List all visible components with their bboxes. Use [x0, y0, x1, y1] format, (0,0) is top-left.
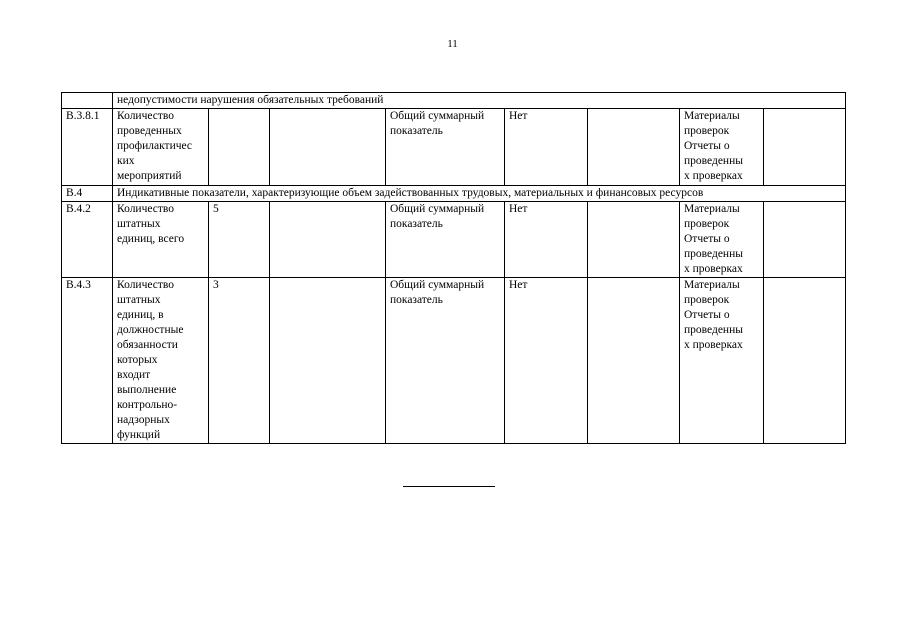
- indicator-source: Материалы проверок Отчеты о проведенны х проверках: [680, 278, 764, 444]
- empty-cell: [764, 109, 846, 186]
- table-row: [62, 278, 846, 444]
- footnote-divider: [403, 486, 495, 487]
- section-code: В.4: [62, 186, 113, 202]
- row-code: В.4.3: [62, 278, 113, 444]
- indicator-source: Материалы проверок Отчеты о проведенны х проверках: [680, 202, 764, 278]
- section-title: Индикативные показатели, характеризующие объем задействованных трудовых, материальных и финансовых ресурсов: [113, 186, 846, 202]
- table-row: [62, 109, 846, 186]
- continuation-text: недопустимости нарушения обязательных требований: [113, 93, 846, 109]
- table-row: [62, 202, 846, 278]
- indicator-value: [209, 109, 270, 186]
- indicator-value: 3: [209, 278, 270, 444]
- indicator-type: Общий суммарный показатель: [386, 109, 505, 186]
- indicator-source: Материалы проверок Отчеты о проведенны х проверках: [680, 109, 764, 186]
- row-code: [62, 93, 113, 109]
- empty-cell: [764, 278, 846, 444]
- empty-cell: [588, 278, 680, 444]
- indicator-type: Общий суммарный показатель: [386, 202, 505, 278]
- indicator-name: Количество проведенных профилактичес ких мероприятий: [113, 109, 209, 186]
- empty-cell: [588, 202, 680, 278]
- empty-cell: [270, 109, 386, 186]
- indicators-table: [61, 92, 846, 444]
- empty-cell: [270, 278, 386, 444]
- section-row: [62, 186, 846, 202]
- indicator-flag: Нет: [505, 109, 588, 186]
- indicator-value: 5: [209, 202, 270, 278]
- indicator-flag: Нет: [505, 278, 588, 444]
- empty-cell: [764, 202, 846, 278]
- empty-cell: [270, 202, 386, 278]
- table-row: [62, 93, 846, 109]
- page-number: 11: [447, 38, 458, 50]
- row-code: В.4.2: [62, 202, 113, 278]
- indicator-name: Количество штатных единиц, всего: [113, 202, 209, 278]
- row-code: В.3.8.1: [62, 109, 113, 186]
- indicator-type: Общий суммарный показатель: [386, 278, 505, 444]
- indicator-name: Количество штатных единиц, в должностные обязанности которых входит выполнение контрольно- надзорных функций: [113, 278, 209, 444]
- indicator-flag: Нет: [505, 202, 588, 278]
- empty-cell: [588, 109, 680, 186]
